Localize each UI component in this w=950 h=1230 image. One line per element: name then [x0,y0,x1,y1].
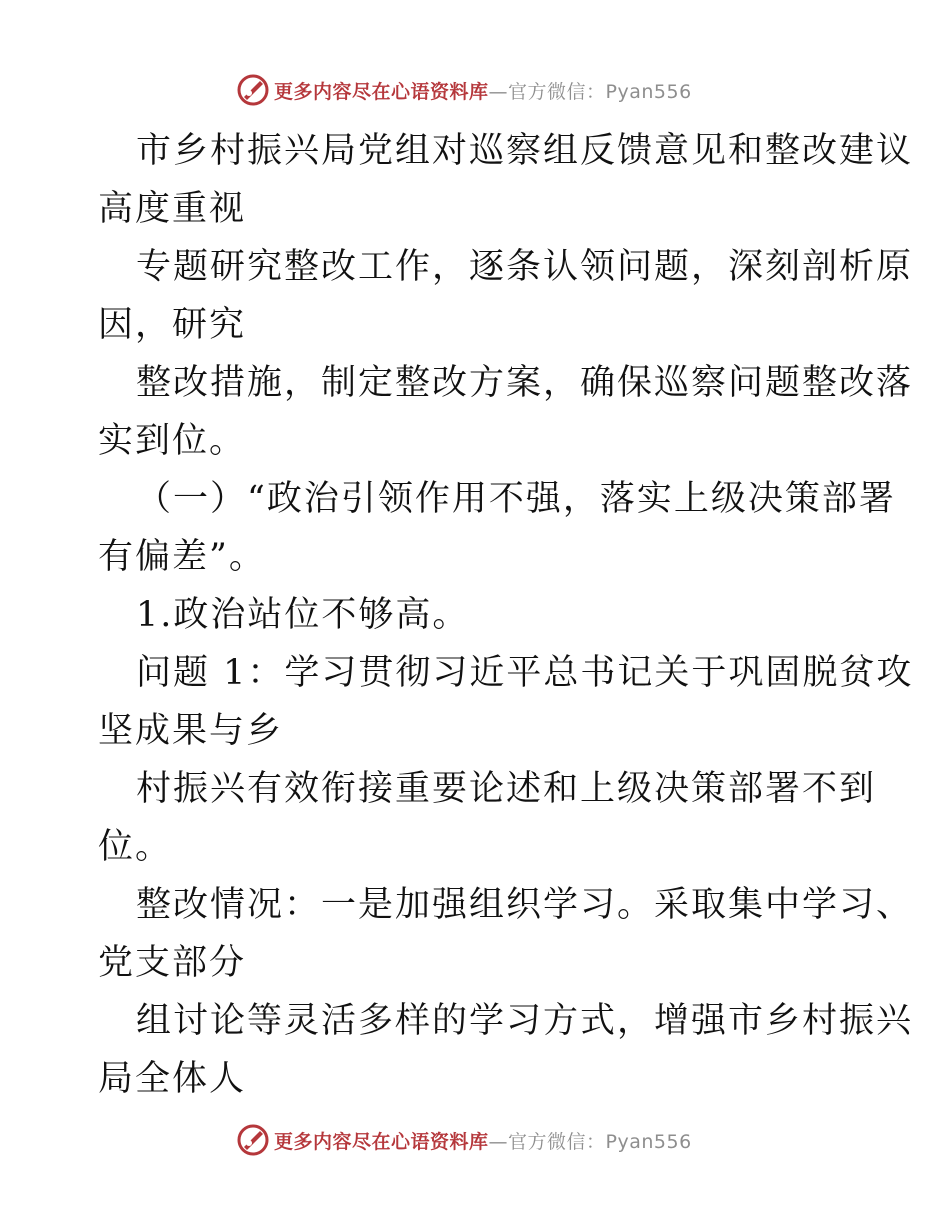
watermark-text-gray: 官方微信：Pyan556 [508,1130,692,1153]
text-line: 坚成果与乡 [98,711,284,751]
text-line: 党支部分 [98,943,247,983]
watermark-dash: — [488,1130,509,1153]
logo-icon [236,73,270,107]
watermark-text [274,1127,692,1154]
watermark-header [236,72,692,108]
text-line: 专题研究整改工作，逐条认领问题，深刻剖析原 [136,247,914,287]
text-line: 整改措施，制定整改方案，确保巡察问题整改落 [136,363,914,403]
document-body [98,122,914,1108]
watermark-text [274,77,692,104]
text-line: 高度重视 [98,189,247,229]
text-line: 组讨论等灵活多样的学习方式，增强市乡村振兴 [136,1001,914,1041]
text-line: 有偏差”。 [98,537,266,577]
text-line: 因，研究 [98,305,247,345]
text-line: 问题 1：学习贯彻习近平总书记关于巩固脱贫攻 [136,653,914,693]
section-heading: （一）“政治引领作用不强，落实上级决策部署 [136,479,896,519]
text-line: 位。 [98,827,173,867]
text-line: 实到位。 [98,421,247,461]
watermark-text-red: 更多内容尽在心语资料库 [274,80,489,103]
watermark-text-red: 更多内容尽在心语资料库 [274,1130,489,1153]
logo-icon [236,1123,270,1157]
watermark-dash: — [488,80,509,103]
watermark-footer [236,1122,692,1158]
subsection-heading: 1.政治站位不够高。 [136,595,470,635]
text-line: 村振兴有效衔接重要论述和上级决策部署不到 [136,769,877,809]
text-line: 整改情况：一是加强组织学习。采取集中学习、 [136,885,914,925]
text-line: 市乡村振兴局党组对巡察组反馈意见和整改建议 [136,131,914,171]
watermark-text-gray: 官方微信：Pyan556 [508,80,692,103]
text-line: 局全体人 [98,1059,247,1099]
